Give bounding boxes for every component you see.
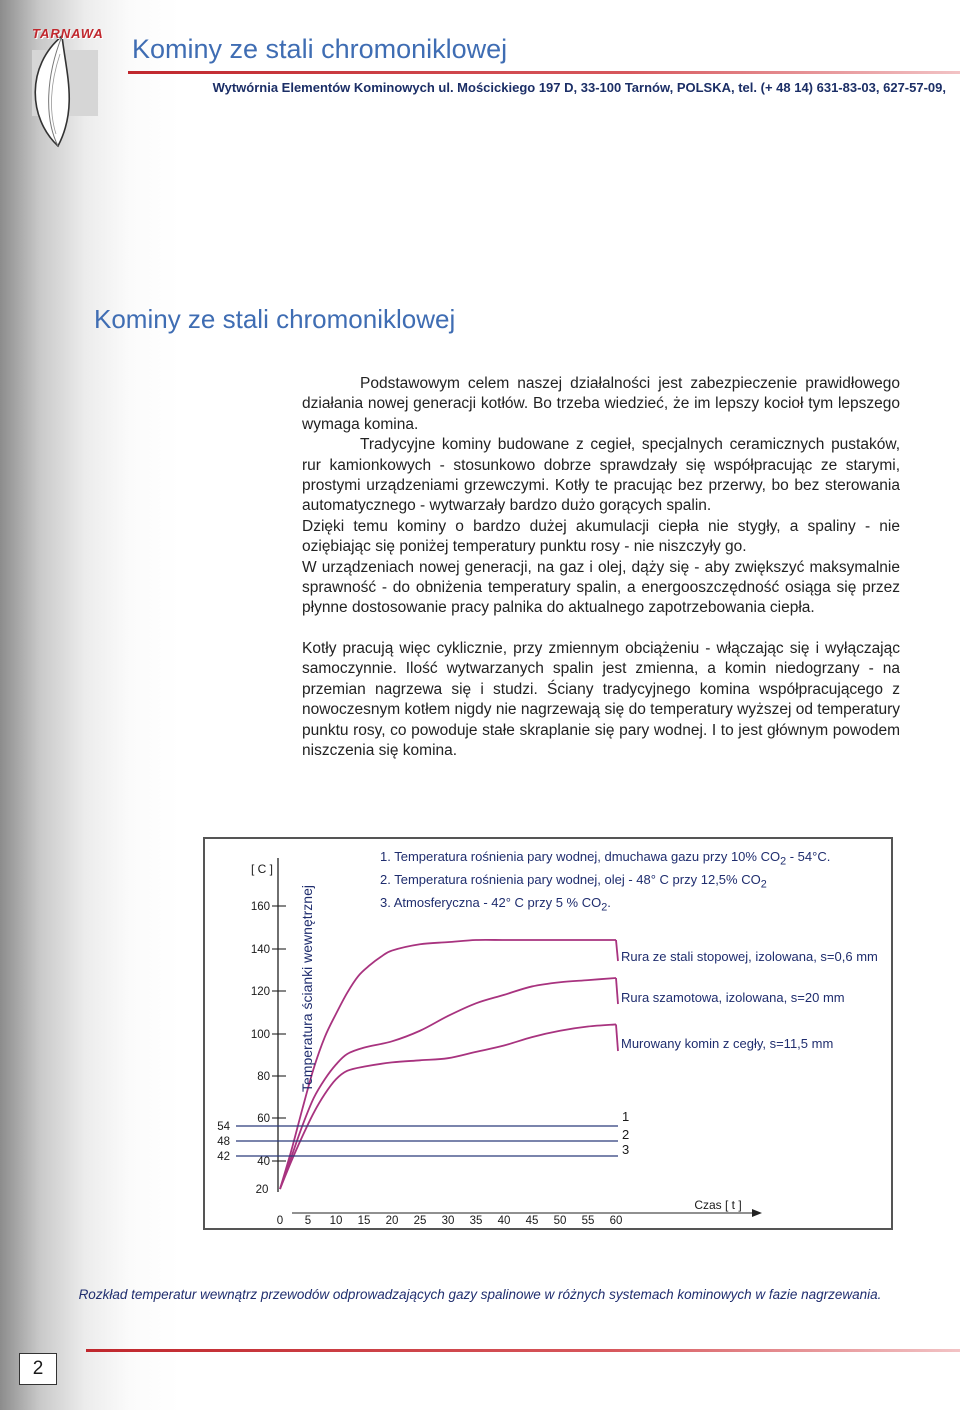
- reference-value-1: 54: [217, 1121, 230, 1133]
- x-tick-label-45: 45: [525, 1215, 539, 1227]
- legend-item-2: 2. Temperatura rośnienia pary wodnej, olej - 48° C przy 12,5% $CO_2$: [380, 872, 767, 891]
- series-line-1: [280, 940, 616, 1189]
- reference-label-3: 3: [622, 1142, 630, 1157]
- x-tick-label-5: 5: [304, 1215, 312, 1227]
- x-tick-label-55: 55: [581, 1215, 595, 1227]
- paragraph-1: Podstawowym celem naszej działalności jest zabezpieczenie prawidłowego działania nowej generacji kotłów. Bo trzeba wiedzieć, że im lepszy kocioł tym lepszego wymaga komina.: [302, 375, 900, 433]
- x-tick-label-30: 30: [441, 1215, 455, 1227]
- y-axis-label: Temperatura ścianki wewnętrznej: [299, 885, 315, 1092]
- y-tick-label-20: 20: [255, 1184, 269, 1196]
- x-tick-label-40: 40: [497, 1215, 511, 1227]
- series-label-1: Rura ze stali stopowej, izolowana, s=0,6 mm: [621, 949, 878, 964]
- y-tick-label-60: 60: [257, 1113, 270, 1125]
- legend-item-3: 3. Atmosferyczna - 42° C przy 5 % $CO_2$.: [380, 895, 611, 914]
- x-tick-label-60: 60: [609, 1215, 623, 1227]
- x-tick-label-15: 15: [357, 1215, 371, 1227]
- y-tick-label-160: 160: [250, 901, 270, 913]
- x-tick-label-25: 25: [413, 1215, 427, 1227]
- x-tick-label-10: 10: [329, 1215, 343, 1227]
- logo-wordmark: TARNAWA: [32, 26, 104, 41]
- chart-reference-lines: [217, 1109, 629, 1163]
- chart-series: [280, 940, 878, 1189]
- x-tick-label-20: 20: [385, 1215, 399, 1227]
- page-number: 2: [19, 1353, 57, 1385]
- paragraph-2: Tradycyjne kominy budowane z cegieł, specjalnych ceramicznych pustaków, rur kamionkowych - stosunkowo dobrze sprawdzały się współpracując ze starymi, prostymi urządzeniami grzewczymi. Kotły te pracując bez przerwy, bo bez sterowania automatycznego - wytwarzały bardzo dużo gorących spalin.: [302, 436, 900, 515]
- series-leader-2: [616, 978, 618, 1004]
- x-tick-label-0: 0: [276, 1215, 284, 1227]
- paragraph-3: Dzięki temu kominy o bardzo dużej akumulacji ciepła nie stygły, a spaliny - nie oziębiając się poniżej temperatury punktu rosy - nie niszczyły go.: [302, 517, 900, 556]
- series-leader-1: [616, 940, 618, 961]
- x-tick-label-35: 35: [469, 1215, 483, 1227]
- reference-label-2: 2: [622, 1127, 630, 1142]
- reference-value-2: 48: [217, 1136, 230, 1148]
- paragraph-5: Kotły pracują więc cyklicznie, przy zmiennym obciążeniu - włączając się i wyłączając samoczynnie. Ilość wytwarzanych spalin jest zmienna, a komin niedogrzany - na przemian nagrzewa się i studzi. Ściany tradycyjnego komina współpracującego z nowoczesnym kotłem nigdy nie nagrzewają się do temperatury wyższej od temperatury punktu rosy, co powoduje stałe skraplanie się pary wodnej. I to jest głównym powodem niszczenia się komina.: [302, 639, 900, 759]
- series-label-3: Murowany komin z cegły, s=11,5 mm: [621, 1036, 834, 1051]
- x-tick-label-50: 50: [553, 1215, 567, 1227]
- reference-label-1: 1: [622, 1109, 630, 1124]
- header-title: Kominy ze stali chromoniklowej: [132, 34, 508, 64]
- legend-item-1: 1. Temperatura rośnienia pary wodnej, dmuchawa gazu przy 10% $CO_2 - 54^\circ C$.: [380, 849, 831, 868]
- series-leader-3: [616, 1024, 618, 1051]
- x-axis-arrow: [752, 1209, 762, 1217]
- figure-caption: Rozkład temperatur wewnątrz przewodów odprowadzających gazy spalinowe w różnych systemach kominowych w fazie nagrzewania.: [78, 1287, 882, 1302]
- y-unit-label: [ C ]: [250, 862, 274, 876]
- chart-legend: [380, 848, 830, 917]
- reference-value-3: 42: [217, 1151, 230, 1163]
- y-tick-label-120: 120: [250, 986, 270, 998]
- section-title: Kominy ze stali chromoniklowej: [94, 304, 456, 334]
- y-tick-label-140: 140: [250, 944, 270, 956]
- y-tick-label-100: 100: [250, 1029, 270, 1041]
- series-line-3: [280, 1024, 616, 1189]
- y-tick-label-40: 40: [257, 1156, 270, 1168]
- header-address: Wytwórnia Elementów Kominowych ul. Mościckiego 197 D, 33-100 Tarnów, POLSKA, tel. (+ 48 14) 631-83-03, 627-57-09,: [212, 80, 946, 95]
- paragraph-4: W urządzeniach nowej generacji, na gaz i olej, dąży się - aby zwiększyć maksymalnie sprawność - do obniżenia temperatury spalin, a energooszczędność osiąga się przez płynne dostosowanie pracy palnika do aktualnego zapotrzebowania ciepła.: [302, 558, 900, 617]
- x-axis-label: Czas [ t ]: [694, 1198, 742, 1212]
- series-label-2: Rura szamotowa, izolowana, s=20 mm: [621, 990, 845, 1005]
- footer-divider: [86, 1349, 960, 1352]
- series-line-2: [280, 978, 616, 1189]
- y-tick-label-80: 80: [257, 1071, 270, 1083]
